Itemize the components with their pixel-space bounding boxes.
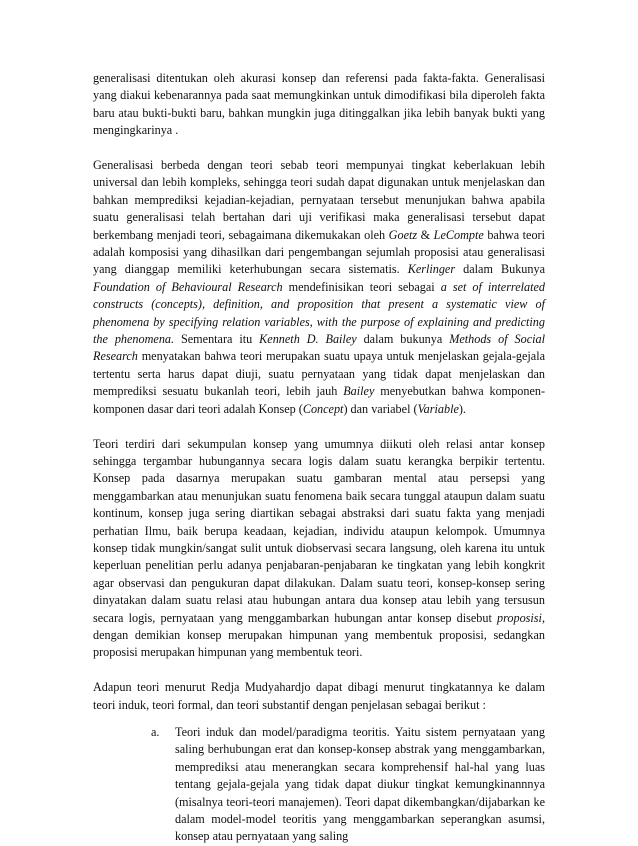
list-item-text: Teori induk dan model/paradigma teoritis. Yaitu sistem pernyataan yang saling berhubungan erat dan konsep-konsep abstrak yang menggambarkan, memprediksi atau menerangkan secara komprehensif hal-hal yang luas tentang gejala-gejala yang tidak dapat diukur tingkat kemungkinannnya (misalnya teori-teori manajemen). Teori dapat dikembangkan/dijabarkan ke dalam model-model teoritis yang menggambarkan seperangkan asumsi, konsep atau pernyataan yang saling (175, 724, 545, 844)
teori-list (93, 724, 545, 846)
paragraph-tingkatan-teori (93, 679, 545, 714)
term-variable: Variable (417, 401, 459, 416)
paragraph-text: Adapun teori menurut Redja Mudyahardjo dapat dibagi menurut tingkatannya ke dalam teori induk, teori formal, dan teori substantif dengan penjelasan sebagai berikut : (93, 680, 545, 712)
text-run: & (417, 227, 434, 242)
text-run: ). (458, 401, 466, 416)
text-run: ) dan variabel ( (343, 401, 418, 416)
paragraph-generalisasi-vs-teori (93, 157, 545, 418)
kerlinger-definition-quote: a set of interrelated constructs (concepts), definition, and proposition that present a systematic view of phenomena by specifying relation variables, with the purpose of explaining and predicting the phenomena. (93, 279, 546, 347)
paragraph-generalisasi-continued (93, 70, 545, 140)
text-run: mendefinisikan teori sebagai (282, 279, 441, 294)
book-title-behavioural-research: Foundation of Behavioural Research (93, 279, 283, 294)
author-goetz: Goetz (388, 227, 418, 242)
text-run: Sementara itu (174, 332, 260, 347)
list-marker: a. (151, 724, 160, 739)
text-run: Teori terdiri dari sekumpulan konsep yang umumnya diikuti oleh relasi antar konsep sehingga tergambar hubungannya secara logis dalam suatu kerangka berpikir tertentu. Konsep pada dasarnya merupakan suatu gambaran mental atau persepsi yang menggambarkan atau menunjukan suatu fenomena baik secara tunggal ataupun dalam suatu kontinum, konsep juga sering diartikan sebagai abstraksi dari suatu fakta yang menjadi perhatian Ilmu, baik berupa keadaan, kejadian, individu ataupun kelompok. Umumnya konsep tidak mungkin/sangat sulit untuk diobservasi secara langsung, oleh karena itu untuk keperluan penelitian perlu adanya penjabaran-penjabaran ke tingkatan yang lebih kongkrit agar observasi dan pengukuran dapat dilakukan. Dalam suatu teori, konsep-konsep sering dinyatakan dalam suatu relasi atau hubungan antara dua konsep atau lebih yang tersusun secara logis, pernyataan yang menggambarkan hubungan antar konsep disebut (93, 436, 545, 625)
text-run: dalam Bukunya (455, 262, 545, 277)
text-run: menyatakan bahwa teori merupakan suatu upaya untuk menjelaskan gejala-gejala tertentu serta harus dapat diuji, suatu pernyataan yang tidak dapat menjelaskan dan memprediksi sesuatu bukanlah teori, lebih jauh (93, 349, 545, 399)
text-run: Generalisasi berbeda dengan teori sebab teori mempunyai tingkat keberlakuan lebih universal dan lebih kompleks, sehingga teori sudah dapat digunakan untuk menjelaskan dan bahkan memprediksi kejadian-kejadian, pernyataan tersebut menunjukan bahwa apabila suatu generalisasi telah bertahan dari uji verifikasi maka generalisasi tersebut dapat berkembang menjadi teori, sebagaimana dikemukakan oleh (93, 158, 545, 242)
text-run: dalam bukunya (356, 332, 450, 347)
book-title-social-research: Methods of Social Research (93, 332, 545, 364)
author-lecompte: LeCompte (433, 227, 484, 242)
term-proposisi: proposisi, (497, 610, 545, 625)
text-run: dengan demikian konsep merupakan himpunan yang membentuk proposisi, sedangkan proposisi merupakan himpunan yang membentuk teori. (93, 627, 545, 660)
author-kerlinger: Kerlinger (407, 262, 456, 277)
list-item-teori-induk (93, 724, 545, 846)
paragraph-text: generalisasi ditentukan oleh akurasi konsep dan referensi pada fakta-fakta. Generalisasi yang diakui kebenarannya pada saat memungkinkan untuk dimodifikasi bila diperoleh fakta baru atau bukti-bukti baru, bahkan mungkin juga ditinggalkan jika lebih banyak bukti yang mengingkarinya . (93, 71, 545, 138)
text-run: bahwa teori adalah komposisi yang dihasilkan dari pengembangan sejumlah proposisi atau generalisasi yang dianggap memiliki keterhubungan secara sistematis. (93, 227, 545, 277)
document-page (93, 70, 545, 846)
term-concept: Concept (302, 401, 344, 416)
author-bailey: Bailey (343, 384, 375, 399)
paragraph-konsep (93, 436, 545, 662)
author-bailey-full: Kenneth D. Bailey (259, 332, 357, 347)
text-run: menyebutkan bahwa komponen-komponen dasar dari teori adalah Konsep ( (93, 384, 546, 416)
